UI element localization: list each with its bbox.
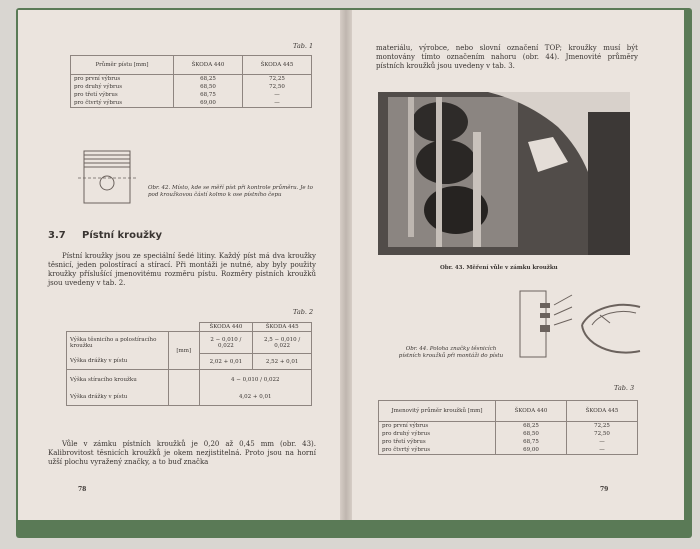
tab3-header-2: ŠKODA 445 [567,401,638,422]
tab2-cell: 2 − 0,010 / 0,022 [199,332,253,354]
tab2-row-label: Výška těsnicího a polostíracího kroužku [67,332,169,354]
tab2-cell: 4 − 0,010 / 0,022 [199,370,312,390]
tab1-header-1: ŠKODA 440 [174,56,243,75]
tab1-header-0: Průměr pístu [mm] [71,56,174,75]
tab1-cell: pro třetí výbrus [71,91,174,99]
tab3-cell: 69,00 [496,446,567,455]
tab1-header-2: ŠKODA 445 [243,56,312,75]
tab3-cell: pro druhý výbrus [379,430,496,438]
section-title: Pístní kroužky [82,230,163,241]
section-number: 3.7 [48,230,66,241]
tab3-cell: 68,25 [496,422,567,431]
tab2-row-label: Výška stíracího kroužku [67,370,169,390]
tab1-cell: 68,50 [174,83,243,91]
tab1-cell: — [243,99,312,108]
tab1-table [70,55,312,108]
fig42-caption: Obr. 42. Místo, kde se měří píst při kontrole průměru. Je to pod kroužkovou částí kolmo k ose pístního čepu [148,185,313,198]
fig44-caption: Obr. 44. Poloha značky těsnicích pístních kroužků při montáži do pístu [398,346,504,359]
tab3-cell: pro první výbrus [379,422,496,431]
tab1-cell: — [243,91,312,99]
tab3-cell: 72,25 [567,422,638,431]
tab2-header-0: ŠKODA 440 [199,323,253,332]
tab1-cell: 68,75 [174,91,243,99]
page-number-right: 79 [600,486,609,493]
page-number-left: 78 [78,486,87,493]
tab1-cell: pro první výbrus [71,75,174,84]
tab2-header-1: ŠKODA 445 [253,323,312,332]
tab3-cell: pro třetí výbrus [379,438,496,446]
tab3-cell: 68,50 [496,430,567,438]
paragraph-top: materiálu, výrobce, nebo slovní označení TOP; kroužky musí být montovány tímto označením nahoru (obr. 44). Jmenovité průměry pístních kroužků jsou uvedeny v tab. 3. [376,44,638,70]
tab2-cell: 2,02 + 0,01 [199,354,253,370]
book-gutter [340,10,352,520]
cylinder-block-photo [378,92,630,255]
tab1-cell: pro druhý výbrus [71,83,174,91]
tab3-cell: — [567,446,638,455]
paragraph-2: Vůle v zámku pístních kroužků je 0,20 až 0,45 mm (obr. 43). Kalibrovitost těsnicích kroužků je okem nezjistitelná. Proto jsou na horní užší plochu vyražený značky, a to buď značka [48,440,316,466]
tab2-label: Tab. 2 [293,308,314,316]
tab2-cell: 4,02 + 0,01 [199,390,312,406]
tab1-cell: 69,00 [174,99,243,108]
tab3-table [378,400,638,455]
fig43-caption: Obr. 43. Měření vůle v zámku kroužku [440,265,558,271]
tab3-cell: 68,75 [496,438,567,446]
tab3-header-1: ŠKODA 440 [496,401,567,422]
piston-diagram [78,145,138,207]
tab2-row-label: Výška drážky v pístu [67,354,169,370]
tab2-table [66,322,312,406]
tab1-cell: 72,25 [243,75,312,84]
piston-ring-diagram [500,285,650,365]
tab3-header-0: Jmenovitý průměr kroužků [mm] [379,401,496,422]
tab2-cell: 2,5 − 0,010 / 0,022 [253,332,312,354]
fig43-photo [378,92,630,255]
tab1-cell: 72,50 [243,83,312,91]
tab2-row-label: Výška drážky v pístu [67,390,169,406]
tab1-label: Tab. 1 [293,42,314,50]
tab2-unit: [mm] [169,332,200,370]
tab3-label: Tab. 3 [614,384,635,392]
paragraph-1: Pístní kroužky jsou ze speciální šedé litiny. Každý píst má dva kroužky těsnicí, jeden polostírací a stírací. Při montáži je nutné, aby byly použity kroužky příslušící jmenovitému rozměru pístu. Rozměry pístních kroužků jsou uvedeny v tab. 2. [48,252,316,287]
tab2-cell: 2,52 + 0,01 [253,354,312,370]
tab1-cell: pro čtvrtý výbrus [71,99,174,108]
tab1-cell: 68,25 [174,75,243,84]
tab3-cell: 72,50 [567,430,638,438]
tab3-cell: pro čtvrtý výbrus [379,446,496,455]
tab3-cell: — [567,438,638,446]
